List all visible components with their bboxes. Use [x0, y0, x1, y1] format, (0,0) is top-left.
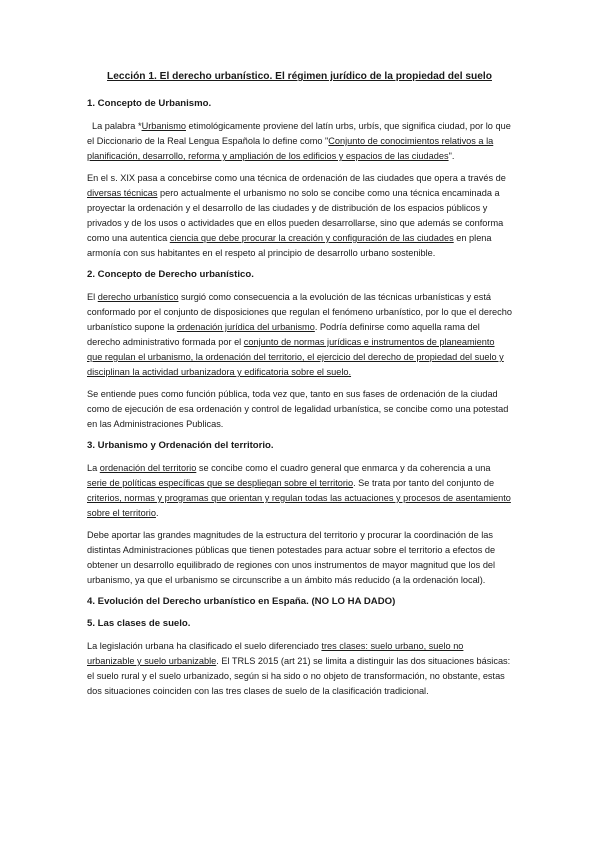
section-heading: 1. Concepto de Urbanismo. — [87, 98, 212, 109]
text-run: ". — [448, 151, 455, 161]
section-heading: 3. Urbanismo y Ordenación del territorio. — [87, 440, 274, 451]
underlined-term: derecho urbanístico — [97, 292, 179, 302]
paragraph — [87, 119, 512, 164]
underlined-term: ordenación del territorio — [99, 463, 197, 473]
section-4 — [87, 595, 512, 608]
paragraph — [87, 528, 512, 588]
underlined-definition: conjunto de normas jurídicas e instrumentos de planeamiento que regulan el urbanismo, la ordenación del territorio, el ejercicio del derecho de propiedad del suelo y disciplinan la actividad urbanizadora y edificatoria sobre el suelo. — [87, 337, 504, 377]
text-run: . Se trata por tanto del conjunto de — [353, 478, 495, 488]
text-run: En el s. XIX pasa a concebirse como una técnica de ordenación de las ciudades que opera a través de — [87, 173, 506, 183]
text-run: . Podría definirse como aquella rama del derecho administrativo formada por el — [87, 322, 480, 347]
text-run: Debe aportar las grandes magnitudes de la estructura del territorio y procurar la coordinación de las distintas Administraciones públicas que tienen potestades para actuar sobre el territorio a efectos de obtener un desarrollo equilibrado de regiones con unos instrumentos de mayor magnitud que los del urbanismo, ya que el urbanismo se circunscribe a un ámbito más reducido (a la ordenación local). — [87, 530, 496, 585]
paragraph — [87, 387, 512, 432]
text-run: El — [87, 292, 98, 302]
document-title: Lección 1. El derecho urbanístico. El régimen jurídico de la propiedad del suelo — [107, 71, 492, 82]
section-heading: 2. Concepto de Derecho urbanístico. — [87, 269, 254, 280]
text-run: etimológicamente proviene del latín urbs, urbís, que significa ciudad, por lo que el Diccionario de la Real Lengua Española lo define como " — [87, 121, 511, 146]
paragraph — [87, 461, 512, 521]
underlined-term: ciencia que debe procurar la creación y configuración de las ciudades — [169, 233, 454, 243]
underlined-term: ordenación jurídica del urbanismo — [176, 322, 315, 332]
text-run: Se entiende pues como función pública, toda vez que, tanto en sus fases de ordenación de la ciudad como de ejecución de esa ordenación y control de legalidad urbanística, se concibe como una potestad en las Administraciones Publicas. — [87, 389, 509, 429]
text-run: surgió como consecuencia a la evolución de las técnicas urbanísticas y está conformado por el conjunto de disposiciones que regulan el fenómeno urbanístico, por lo que el derecho urbanístico supone la — [87, 292, 512, 332]
paragraph — [87, 290, 512, 380]
text-run: pero actualmente el urbanismo no solo se concibe como una técnica encaminada a proyectar la ordenación y el desarrollo de las ciudades y de distribución de los espacios públicos y privados y de los usos o actividades que en ellos pueden desarrollarse, sino que además se conforma como una autentica — [87, 188, 504, 243]
document-page — [87, 70, 512, 706]
text-run: La palabra * — [92, 121, 142, 131]
underlined-term: diversas técnicas — [87, 188, 158, 198]
underlined-term: serie de políticas específicas que se despliegan sobre el territorio — [87, 478, 354, 488]
text-run: . El TRLS 2015 (art 21) se limita a distinguir las dos situaciones básicas: el suelo rural y el suelo urbanizado, según si ha sido o no objeto de transformación, no obstante, estas dos situaciones coinciden con las tres clases de suelo de la clasificación tradicional. — [87, 656, 511, 696]
underlined-term: Urbanismo — [141, 121, 186, 131]
section-3 — [87, 439, 512, 588]
section-heading: 5. Las clases de suelo. — [87, 618, 191, 629]
section-5 — [87, 617, 512, 699]
underlined-definition: Conjunto de conocimientos relativos a la planificación, desarrollo, reforma y ampliación de los edificios y espacios de las ciudades — [87, 136, 494, 161]
text-run: en plena armonía con sus habitantes en el respeto al principio de desarrollo urbano sostenible. — [87, 233, 492, 258]
paragraph — [87, 171, 512, 261]
text-run: La legislación urbana ha clasificado el suelo diferenciado — [87, 641, 322, 651]
section-heading: 4. Evolución del Derecho urbanístico en España. (NO LO HA DADO) — [87, 596, 396, 607]
text-run: se concibe como el cuadro general que enmarca y da coherencia a una — [196, 463, 491, 473]
underlined-term: tres clases: suelo urbano, suelo no urbanizable y suelo urbanizable — [87, 641, 464, 666]
text-run: La — [87, 463, 100, 473]
section-1 — [87, 97, 512, 261]
section-2 — [87, 268, 512, 432]
paragraph — [87, 639, 512, 699]
text-run: . — [155, 508, 159, 518]
underlined-definition: criterios, normas y programas que orientan y regulan todas las actuaciones y procesos de asentamiento sobre el territorio — [87, 493, 511, 518]
